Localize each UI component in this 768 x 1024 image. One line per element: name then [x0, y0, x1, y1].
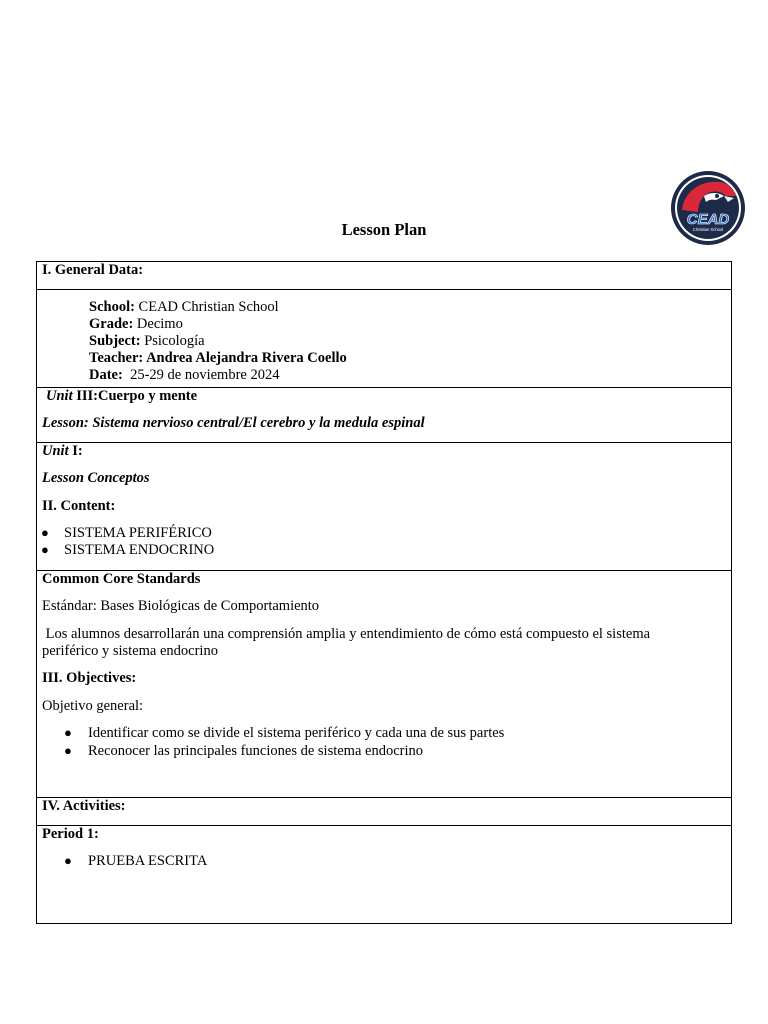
- activities-header-row: [37, 798, 731, 826]
- standards-row: [37, 571, 731, 798]
- objective-item: Reconocer las principales funciones de sistema endocrino: [88, 743, 423, 759]
- standard-description-line2: periférico y sistema endocrino: [42, 643, 218, 659]
- teacher-line: [89, 350, 347, 367]
- grade-line: [89, 316, 183, 333]
- period-row: [37, 826, 731, 923]
- date-value: 25-29 de noviembre 2024: [130, 367, 280, 383]
- bullet-icon: ●: [41, 542, 49, 557]
- date-line: [89, 367, 279, 384]
- date-label: Date:: [89, 367, 123, 383]
- content-unit-word: Unit: [42, 443, 69, 459]
- general-data-header-row: [37, 262, 731, 290]
- unit-row: [37, 388, 731, 443]
- teacher-label: Teacher:: [89, 350, 144, 366]
- school-label: School:: [89, 299, 135, 315]
- lesson-line: Lesson: Sistema nervioso central/El cerebro y la medula espinal: [42, 415, 425, 431]
- unit-value: III:: [76, 388, 98, 404]
- content-unit-value: I:: [72, 443, 83, 459]
- bullet-icon: ●: [41, 525, 49, 540]
- general-data-row: [37, 290, 731, 388]
- subject-label: Subject:: [89, 333, 141, 349]
- school-line: [89, 299, 279, 316]
- teacher-value: Andrea Alejandra Rivera Coello: [146, 350, 347, 366]
- grade-label: Grade:: [89, 316, 134, 332]
- standard-description-line1: Los alumnos desarrollarán una comprensión amplia y entendimiento de cómo está compuesto el sistema: [42, 626, 651, 642]
- content-unit-line: [42, 443, 83, 460]
- objectives-heading: III. Objectives:: [42, 670, 137, 686]
- general-objective: Objetivo general:: [42, 698, 144, 714]
- unit-line: [46, 388, 197, 405]
- activities-heading: IV. Activities:: [42, 798, 126, 814]
- logo-subtext: Christian School: [692, 227, 724, 232]
- content-heading: II. Content:: [42, 498, 116, 514]
- content-item: SISTEMA PERIFÉRICO: [64, 525, 212, 541]
- lesson-concepts: Lesson Conceptos: [42, 470, 150, 486]
- bullet-icon: ●: [64, 743, 72, 758]
- lesson-plan-table: [36, 261, 732, 924]
- general-data-heading: I. General Data:: [42, 262, 144, 278]
- subject-value: Psicología: [144, 333, 205, 349]
- activity-item: PRUEBA ESCRITA: [88, 853, 208, 869]
- page-title: Lesson Plan: [341, 220, 427, 239]
- unit-name: Cuerpo y mente: [97, 388, 198, 404]
- standards-heading: Common Core Standards: [42, 571, 201, 587]
- standard-text: Estándar: Bases Biológicas de Comportamiento: [42, 598, 320, 614]
- bullet-icon: ●: [64, 725, 72, 740]
- period-heading: Period 1:: [42, 826, 99, 842]
- logo-text: CEAD: [686, 211, 730, 228]
- objective-item: Identificar como se divide el sistema periférico y cada una de sus partes: [88, 725, 505, 741]
- unit-word: Unit: [46, 388, 73, 404]
- content-item: SISTEMA ENDOCRINO: [64, 542, 215, 558]
- bullet-icon: ●: [64, 853, 72, 868]
- grade-value: Decimo: [136, 316, 183, 332]
- school-value: CEAD Christian School: [138, 299, 279, 315]
- content-row: [37, 443, 731, 571]
- subject-line: [89, 333, 205, 350]
